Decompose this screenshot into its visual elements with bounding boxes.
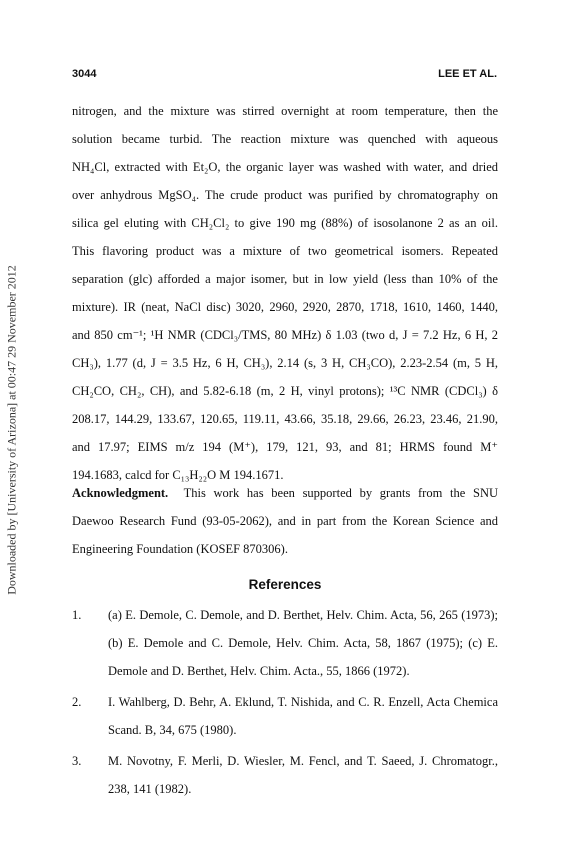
text-line: 194.1683, calcd for C₁₃H₂₂O M 194.1671.: [72, 468, 284, 482]
text-line: and 17.97; EIMS m/z 194 (M⁺), 179, 121, 93, and 81; HRMS found M⁺: [72, 440, 498, 454]
running-head-authors: LEE ET AL.: [438, 68, 497, 80]
text-line: 208.17, 144.29, 133.67, 120.65, 119.11, 43.66, 35.18, 29.66, 26.23, 23.46, 21.90,: [72, 412, 498, 426]
text-line: nitrogen, and the mixture was stirred overnight at room temperature, then the: [72, 104, 498, 118]
text-line: Engineering Foundation (KOSEF 870306).: [72, 542, 288, 556]
text-line: separation (glc) afforded a major isomer, but in low yield (less than 10% of the: [72, 272, 498, 286]
text-line: silica gel eluting with CH₂Cl₂ to give 190 mg (88%) of isosolanone 2 as an oil.: [72, 216, 498, 230]
download-notice: [2, 240, 22, 620]
text-line: I. Wahlberg, D. Behr, A. Eklund, T. Nishida, and C. R. Enzell, Acta Chemica: [108, 695, 498, 709]
text-line: Daewoo Research Fund (93-05-2062), and in part from the Korean Science and: [72, 514, 498, 528]
text-line: and 850 cm⁻¹; ¹H NMR (CDCl₃/TMS, 80 MHz) δ 1.03 (two d, J = 7.2 Hz, 6 H, 2: [72, 328, 498, 342]
text-line: NH₄Cl, extracted with Et₂O, the organic layer was washed with water, and dried: [72, 160, 498, 174]
reference-item: [72, 601, 498, 685]
reference-number: 2.: [72, 695, 82, 709]
text-line: over anhydrous MgSO₄. The crude product was purified by chromatography on: [72, 188, 498, 202]
reference-item: [72, 688, 498, 744]
text-line: (b) E. Demole and C. Demole, Helv. Chim. Acta, 58, 1867 (1975); (c) E.: [108, 636, 498, 650]
text-line: Scand. B, 34, 675 (1980).: [108, 723, 237, 737]
text-line: M. Novotny, F. Merli, D. Wiesler, M. Fencl, and T. Saeed, J. Chromatogr.,: [108, 754, 498, 768]
acknowledgment-title: Acknowledgment.: [72, 486, 169, 500]
reference-number: 1.: [72, 608, 82, 622]
running-header: [72, 68, 497, 84]
text-line: Demole and D. Berthet, Helv. Chim. Acta., 55, 1866 (1972).: [108, 664, 410, 678]
experimental-paragraph: [72, 97, 498, 489]
reference-item: [72, 747, 498, 803]
text-line: CH₃), 1.77 (d, J = 3.5 Hz, 6 H, CH₃), 2.14 (s, 3 H, CH₃CO), 2.23-2.54 (m, 5 H,: [72, 356, 498, 370]
text-line: (a) E. Demole, C. Demole, and D. Berthet, Helv. Chim. Acta, 56, 265 (1973);: [108, 608, 498, 622]
text-line: CH₂CO, CH₂, CH), and 5.82-6.18 (m, 2 H, vinyl protons); ¹³C NMR (CDCl₃) δ: [72, 384, 498, 398]
reference-number: 3.: [72, 754, 82, 768]
text-line: [72, 479, 498, 507]
download-notice-text: Downloaded by [University of Arizona] at 00:47 29 November 2012: [4, 265, 19, 595]
references-list: [72, 601, 498, 806]
text-line: mixture). IR (neat, NaCl disc) 3020, 2960, 2920, 2870, 1718, 1610, 1460, 1440,: [72, 300, 498, 314]
acknowledgment-paragraph: [72, 479, 498, 563]
text-line: This flavoring product was a mixture of two geometrical isomers. Repeated: [72, 244, 498, 258]
text-line: solution became turbid. The reaction mixture was quenched with aqueous: [72, 132, 498, 146]
acknowledgment-text: This work has been supported by grants from the SNU: [183, 486, 499, 500]
page-number: 3044: [72, 68, 97, 80]
text-line: 238, 141 (1982).: [108, 782, 192, 796]
references-heading: References: [248, 577, 322, 592]
